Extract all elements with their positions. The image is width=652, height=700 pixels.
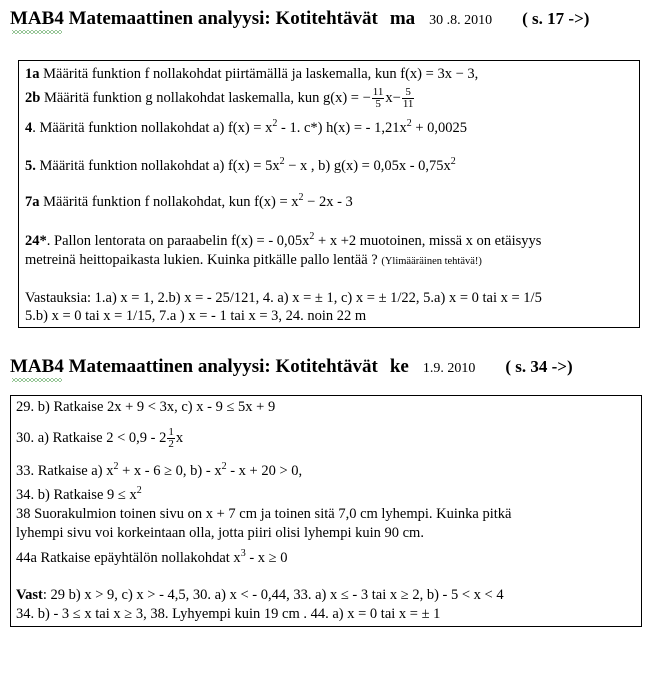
section2-page-ref: ( s. 34 ->) bbox=[505, 357, 573, 376]
extra-task-note: (Ylimääräinen tehtävä!) bbox=[381, 256, 482, 267]
spellcheck-underline bbox=[12, 378, 62, 382]
task-number: 2b bbox=[25, 89, 41, 106]
section1-page-ref: ( s. 17 ->) bbox=[522, 9, 590, 28]
task-number: 1a bbox=[25, 66, 40, 82]
task-38-line2: lyhempi sivu voi korkeintaan olla, jotta piiri olisi lyhempi kuin 90 cm. bbox=[16, 525, 424, 541]
task-24: 24*. Pallon lentorata on paraabelin f(x) = - $0,05x^2 + x +2$ muotoinen, missä x on etäisyys bbox=[25, 231, 542, 249]
task-number: 4 bbox=[25, 120, 33, 136]
answers2-line-2: 34. b) - 3 ≤ x tai x ≥ 3, 38. Lyhyempi kuin 19 cm . 44. a) x = 0 tai x = ± 1 bbox=[16, 606, 441, 622]
task-24-line2: metreinä heittopaikasta lukien. Kuinka pitkälle pallo lentää ? (Ylimääräinen tehtävä!) bbox=[25, 252, 482, 268]
section1-header bbox=[10, 8, 589, 30]
task-34: 34. b) Ratkaise $9 \le x^2$ bbox=[16, 485, 142, 503]
section1-day: ma bbox=[389, 8, 416, 29]
section1-title: MAB4 Matemaattinen analyysi: Kotitehtävät bbox=[10, 8, 378, 29]
task-number: 7a bbox=[25, 194, 40, 210]
fraction: $\frac{11}{5}$ bbox=[372, 86, 384, 110]
fraction: $\frac{1}{2}$ bbox=[168, 426, 174, 450]
spellcheck-underline bbox=[12, 30, 62, 34]
task-38-line1: 38 Suorakulmion toinen sivu on x + 7 cm ja toinen sitä 7,0 cm lyhempi. Kuinka pitkä bbox=[16, 506, 512, 522]
task-1a: 1a Määritä funktion f nollakohdat piirtämällä ja laskemalla, kun f(x) = 3x − 3, bbox=[25, 66, 479, 82]
section2-title: MAB4 Matemaattinen analyysi: Kotitehtävät bbox=[10, 356, 378, 377]
task-number: 24* bbox=[25, 233, 47, 249]
task-5: 5. Määritä funktion nollakohdat a) $f(x) = 5x^2 - x$ , b) $g(x) = 0,05x - 0,75x^2$ bbox=[25, 156, 456, 174]
task-2b: 2b Määritä funktion g nollakohdat laskemalla, kun g(x) = − $\frac{11}{5}$ x− $\frac{5}{11}$ bbox=[25, 86, 414, 110]
fraction: $\frac{5}{11}$ bbox=[402, 86, 414, 110]
task-33: 33. Ratkaise a) $x^2 + x - 6 \ge 0$, $b) - x^2 - x + 20 > 0$, bbox=[16, 461, 303, 479]
section2-date: 1.9. 2010 bbox=[422, 361, 476, 376]
task-7a: 7a Määritä funktion f nollakohdat, kun $f(x) = x^2 - 2x - 3$ bbox=[25, 192, 353, 210]
task-30: 30. a) Ratkaise 2 < 0,9 - 2 $\frac{1}{2}$ x bbox=[16, 426, 184, 450]
task-29: 29. b) Ratkaise 2x + 9 < 3x, c) x - 9 ≤ 5x + 9 bbox=[16, 399, 276, 415]
section2-header bbox=[10, 356, 573, 378]
task-44: 44a Ratkaise epäyhtälön nollakohdat $x^3 - x \ge 0$ bbox=[16, 548, 288, 566]
answers-line-1: Vastauksia: 1.a) x = 1, 2.b) x = - 25/121, 4. a) x = ± 1, c) x = ± 1/22, 5.a) x = 0 tai x = 1/5 bbox=[25, 290, 542, 306]
answers-line-2: 5.b) x = 0 tai x = 1/15, 7.a ) x = - 1 tai x = 3, 24. noin 22 m bbox=[25, 308, 367, 324]
section1-date: 30 .8. 2010 bbox=[429, 13, 493, 28]
task-4: 4. Määritä funktion nollakohdat a) $f(x) = x^2 - 1$. c*) h(x) = - $1,21x^2 + 0,0025$ bbox=[25, 118, 468, 136]
answers2-line-1: Vast: 29 b) x > 9, c) x > - 4,5, 30. a) x < - 0,44, 33. a) x ≤ - 3 tai x ≥ 2, b) - 5 < x < 4 bbox=[16, 587, 504, 603]
answers-label: Vast bbox=[16, 587, 43, 603]
section2-day: ke bbox=[389, 356, 409, 377]
task-number: 5. bbox=[25, 158, 36, 174]
